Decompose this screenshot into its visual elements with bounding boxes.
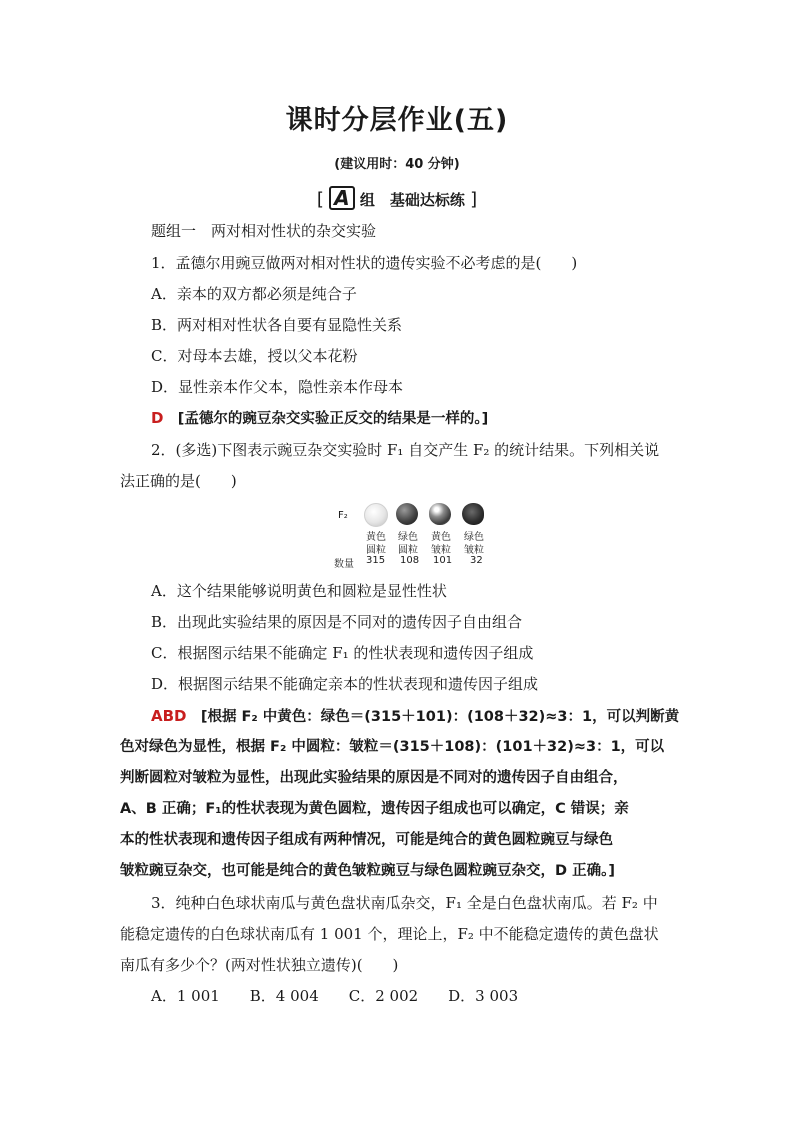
q2-stem-line2: 法正确的是( ) <box>120 472 237 490</box>
q1-stem: 1．孟德尔用豌豆做两对相对性状的遗传实验不必考虑的是( ) <box>151 254 578 272</box>
col4-line2: 皱粒 <box>464 545 484 556</box>
q2-option-a: A．这个结果能够说明黄色和圆粒是显性性状 <box>151 582 447 600</box>
q1-answer: D <box>151 409 164 427</box>
q2-stem-line1: 2．(多选)下图表示豌豆杂交实验时 F₁ 自交产生 F₂ 的统计结果。下列相关说 <box>151 441 660 459</box>
group-label: 组 基础达标练 <box>359 191 465 209</box>
bracket-close: ] <box>470 189 478 210</box>
q3-options: A．1 001 B．4 004 C．2 002 D．3 003 <box>151 987 519 1005</box>
figure-count-label: 数量 <box>334 559 354 570</box>
q2-explanation-line6: 皱粒豌豆杂交，也可能是纯合的黄色皱粒豌豆与绿色圆粒豌豆杂交，D 正确。] <box>120 863 615 879</box>
col1-line1: 黄色 <box>366 532 386 543</box>
q1-option-a: A．亲本的双方都必须是纯合子 <box>151 285 357 303</box>
col4-line1: 绿色 <box>464 532 484 543</box>
q2-explanation-line4: A、B 正确；F₁的性状表现为黄色圆粒，遗传因子组成也可以确定，C 错误；亲 <box>120 801 629 817</box>
q1-answer-line <box>151 408 488 429</box>
q2-explanation-line2: 色对绿色为显性，根据 F₂ 中圆粒：皱粒＝(315＋108)：(101＋32)≈3：1，可以 <box>120 739 665 755</box>
group-heading <box>0 186 794 210</box>
col1-line2: 圆粒 <box>366 545 386 556</box>
col2-line1: 绿色 <box>398 532 418 543</box>
q2-explanation-text1: [根据 F₂ 中黄色：绿色＝(315＋101)：(108＋32)≈3：1，可以判断黄 <box>200 709 680 725</box>
pea-figure <box>336 500 496 572</box>
suggested-time: (建议用时：40 分钟) <box>334 157 460 172</box>
yellow-round-pea-icon <box>364 503 388 527</box>
q2-explanation-line1 <box>151 706 679 727</box>
q1-option-b: B．两对相对性状各自要有显隐性关系 <box>151 316 403 334</box>
q2-option-c: C．根据图示结果不能确定 F₁ 的性状表现和遗传因子组成 <box>151 644 534 662</box>
col2-line2: 圆粒 <box>398 545 418 556</box>
q2-option-d: D．根据图示结果不能确定亲本的性状表现和遗传因子组成 <box>151 675 539 693</box>
col4-count: 32 <box>470 555 483 566</box>
page-title: 课时分层作业(五) <box>285 105 509 136</box>
col3-line2: 皱粒 <box>431 545 451 556</box>
q3-stem-line2: 能稳定遗传的白色球状南瓜有 1 001 个，理论上，F₂ 中不能稳定遗传的黄色盘状 <box>120 925 659 943</box>
col3-line1: 黄色 <box>431 532 451 543</box>
yellow-wrinkled-pea-icon <box>429 503 451 525</box>
col1-count: 315 <box>366 555 386 566</box>
green-wrinkled-pea-icon <box>462 503 484 525</box>
q2-option-b: B．出现此实验结果的原因是不同对的遗传因子自由组合 <box>151 613 523 631</box>
green-round-pea-icon <box>396 503 418 525</box>
q2-explanation-line5: 本的性状表现和遗传因子组成有两种情况，可能是纯合的黄色圆粒豌豆与绿色 <box>120 832 613 848</box>
q3-stem-line3: 南瓜有多少个？(两对性状独立遗传)( ) <box>120 956 399 974</box>
q2-answer: ABD <box>151 707 187 725</box>
figure-generation-label: F₂ <box>338 510 348 521</box>
q3-stem-line1: 3．纯种白色球状南瓜与黄色盘状南瓜杂交，F₁ 全是白色盘状南瓜。若 F₂ 中 <box>151 894 658 912</box>
section-heading: 题组一 两对相对性状的杂交实验 <box>151 222 377 240</box>
bracket-open: [ <box>316 189 324 210</box>
q1-option-c: C．对母本去雄，授以父本花粉 <box>151 347 358 365</box>
q2-explanation-line3: 判断圆粒对皱粒为显性，出现此实验结果的原因是不同对的遗传因子自由组合， <box>120 770 628 786</box>
q1-option-d: D．显性亲本作父本，隐性亲本作母本 <box>151 378 404 396</box>
q1-explanation: [孟德尔的豌豆杂交实验正反交的结果是一样的。] <box>177 411 489 427</box>
col3-count: 101 <box>433 555 453 566</box>
group-letter-badge: A <box>329 186 354 210</box>
col2-count: 108 <box>400 555 420 566</box>
